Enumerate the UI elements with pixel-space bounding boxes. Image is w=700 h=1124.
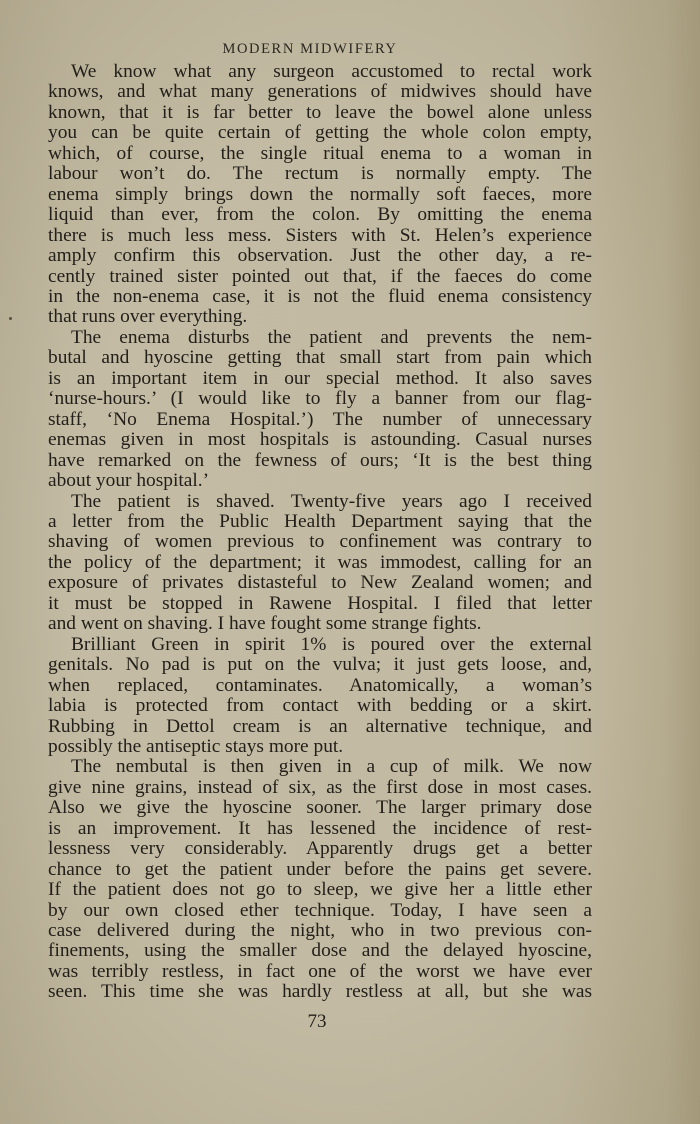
text-line: known, that it is far better to leave the bowel alone unless	[48, 101, 592, 123]
text-line: was terribly restless, in fact one of the worst we have ever	[48, 960, 592, 982]
text-line: genitals. No pad is put on the vulva; it just gets loose, and,	[48, 654, 592, 676]
text-line: The patient is shaved. Twenty-five years ago I received	[71, 490, 592, 512]
page-number: 73	[307, 1011, 327, 1032]
text-line: exposure of privates distasteful to New Zealand women; and	[48, 572, 592, 594]
text-line: The enema disturbs the patient and prevents the nem-	[71, 326, 592, 348]
paragraph	[24, 62, 592, 328]
text-line: Also we give the hyoscine sooner. The larger primary dose	[48, 797, 592, 819]
text-line: that runs over everything.	[48, 306, 248, 328]
body-text	[24, 62, 592, 1003]
text-line: and went on shaving. I have fought some strange fights.	[48, 613, 482, 635]
text-line: enemas given in most hospitals is astounding. Casual nurses	[48, 429, 592, 451]
text-line: chance to get the patient under before the pains get severe.	[48, 858, 592, 880]
text-line: about your hospital.’	[48, 470, 210, 492]
text-line: is an important item in our special method. It also saves	[48, 367, 592, 389]
paragraph	[24, 757, 592, 1002]
text-line: butal and hyoscine getting that small start from pain which	[48, 347, 592, 369]
running-header: MODERN MIDWIFERY	[222, 41, 398, 57]
text-line: seen. This time she was hardly restless at all, but she was	[48, 981, 592, 1003]
text-line: knows, and what many generations of midwives should have	[48, 81, 592, 103]
text-line: possibly the antiseptic stays more put.	[48, 735, 344, 757]
text-line: The nembutal is then given in a cup of milk. We now	[71, 756, 592, 778]
text-line: by our own closed ether technique. Today, I have seen a	[48, 899, 592, 921]
text-line: finements, using the smaller dose and the delayed hyoscine,	[48, 940, 592, 962]
text-line: enema simply brings down the normally soft faeces, more	[48, 183, 592, 205]
text-line: liquid than ever, from the colon. By omitting the enema	[48, 204, 592, 226]
text-line: labia is protected from contact with bedding or a skirt.	[48, 695, 592, 717]
text-line: labour won’t do. The rectum is normally empty. The	[48, 163, 592, 185]
text-line: If the patient does not go to sleep, we give her a little ether	[48, 879, 592, 901]
text-line: it must be stopped in Rawene Hospital. I filed that letter	[48, 592, 592, 614]
text-line: ‘nurse-hours.’ (I would like to fly a banner from our flag-	[48, 388, 592, 410]
text-line: is an improvement. It has lessened the incidence of rest-	[48, 817, 592, 839]
text-line: give nine grains, instead of six, as the first dose in most cases.	[48, 776, 592, 798]
text-line: a letter from the Public Health Department saying that the	[48, 510, 592, 532]
text-line: Brilliant Green in spirit 1% is poured over the external	[71, 633, 592, 655]
text-line: staff, ‘No Enema Hospital.’) The number of unnecessary	[48, 408, 592, 430]
text-line: in the non-enema case, it is not the fluid enema consistency	[48, 285, 592, 307]
margin-speck	[9, 317, 12, 320]
paragraph	[24, 328, 592, 492]
text-line: lessness very considerably. Apparently drugs get a better	[48, 838, 592, 860]
text-line: shaving of women previous to confinement was contrary to	[48, 531, 592, 553]
text-line: there is much less mess. Sisters with St. Helen’s experience	[48, 224, 592, 246]
paragraph	[24, 635, 592, 758]
text-line: have remarked on the fewness of ours; ‘It is the best thing	[48, 449, 592, 471]
paragraph	[24, 492, 592, 635]
text-line: the policy of the department; it was immodest, calling for an	[48, 551, 592, 573]
text-line: you can be quite certain of getting the whole colon empty,	[48, 122, 592, 144]
text-line: which, of course, the single ritual enema to a woman in	[48, 142, 592, 164]
text-line: when replaced, contaminates. Anatomically, a woman’s	[48, 674, 592, 696]
text-line: case delivered during the night, who in two previous con-	[48, 920, 592, 942]
text-line: amply confirm this observation. Just the other day, a re-	[48, 245, 592, 267]
text-line: cently trained sister pointed out that, if the faeces do come	[48, 265, 592, 287]
text-line: We know what any surgeon accustomed to rectal work	[71, 61, 592, 82]
text-line: Rubbing in Dettol cream is an alternative technique, and	[48, 715, 592, 737]
